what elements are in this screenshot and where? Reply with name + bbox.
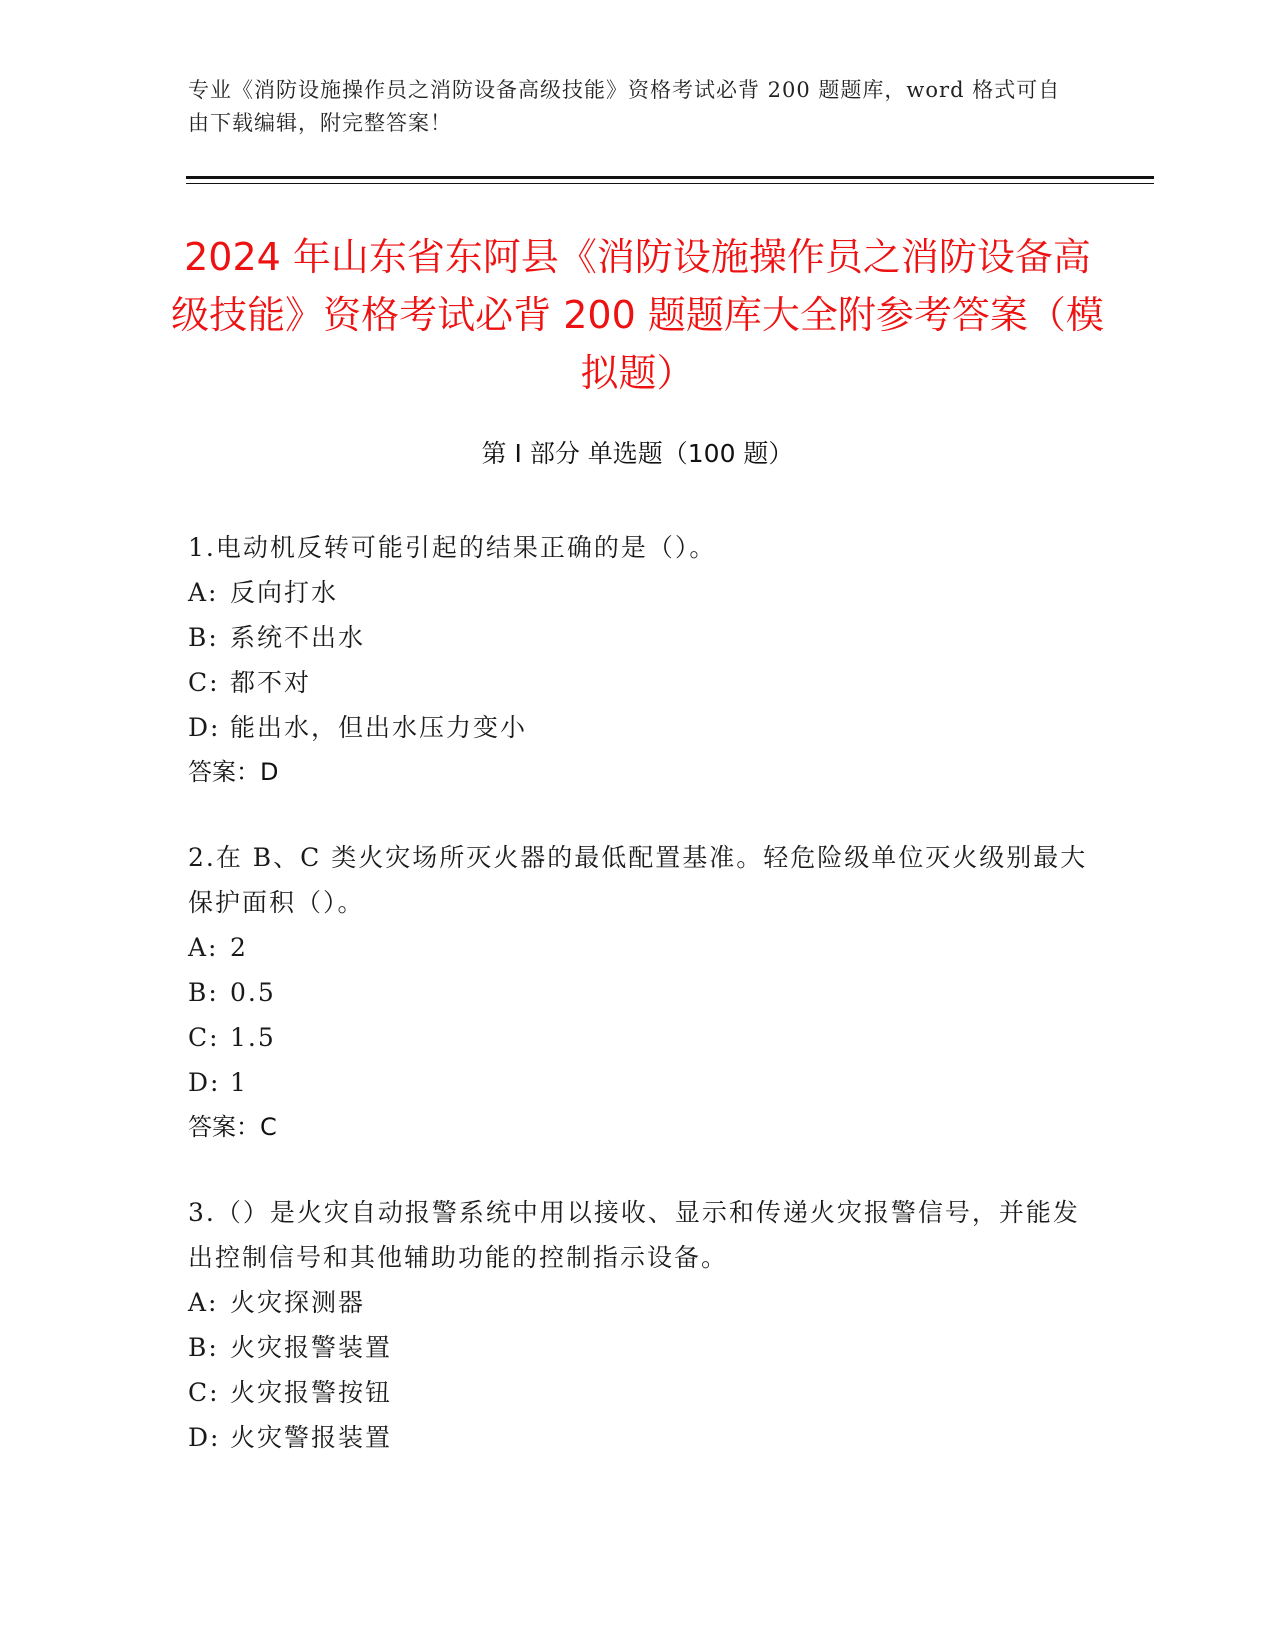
header-rule-thick bbox=[186, 176, 1154, 179]
answer-line: 答案：C bbox=[188, 1113, 277, 1141]
option-text: 0.5 bbox=[230, 978, 276, 1007]
header-rule-thin bbox=[186, 183, 1154, 184]
option-text: 2 bbox=[230, 933, 248, 962]
option-text: 火灾报警装置 bbox=[230, 1333, 393, 1362]
option-key: C: bbox=[188, 1378, 220, 1407]
option-b bbox=[188, 1325, 1088, 1370]
question-3 bbox=[188, 1190, 1088, 1460]
option-a bbox=[188, 570, 1088, 615]
option-key: A: bbox=[188, 578, 219, 607]
question-stem: 2.在 B、C 类火灾场所灭火器的最低配置基准。轻危险级单位灭火级别最大保护面积（）。 bbox=[188, 843, 1088, 917]
option-key: D: bbox=[188, 1423, 221, 1452]
option-key: A: bbox=[188, 933, 219, 962]
option-key: D: bbox=[188, 1068, 221, 1097]
option-key: B: bbox=[188, 623, 219, 652]
option-key: D: bbox=[188, 713, 221, 742]
option-b bbox=[188, 970, 1088, 1015]
option-text: 反向打水 bbox=[230, 578, 339, 607]
option-key: A: bbox=[188, 1288, 219, 1317]
question-2 bbox=[188, 835, 1088, 1150]
option-d bbox=[188, 1415, 1088, 1460]
option-d bbox=[188, 1060, 1088, 1105]
answer-line: 答案：D bbox=[188, 758, 279, 786]
option-c bbox=[188, 1015, 1088, 1060]
option-text: 火灾探测器 bbox=[230, 1288, 366, 1317]
option-text: 系统不出水 bbox=[230, 623, 366, 652]
option-c bbox=[188, 660, 1088, 705]
option-text: 火灾报警按钮 bbox=[230, 1378, 393, 1407]
option-a bbox=[188, 925, 1088, 970]
header-note: 专业《消防设施操作员之消防设备高级技能》资格考试必背 200 题题库，word 格式可自由下载编辑，附完整答案！ bbox=[188, 78, 1061, 135]
question-stem: 3.（）是火灾自动报警系统中用以接收、显示和传递火灾报警信号，并能发出控制信号和其他辅助功能的控制指示设备。 bbox=[188, 1198, 1080, 1272]
option-text: 1 bbox=[230, 1068, 248, 1097]
section-title: 第 I 部分 单选题（100 题） bbox=[481, 439, 794, 468]
question-list bbox=[188, 525, 1088, 1500]
option-key: B: bbox=[188, 978, 219, 1007]
option-key: C: bbox=[188, 668, 220, 697]
option-c bbox=[188, 1370, 1088, 1415]
option-d bbox=[188, 705, 1088, 750]
option-a bbox=[188, 1280, 1088, 1325]
question-1 bbox=[188, 525, 1088, 795]
option-text: 都不对 bbox=[230, 668, 312, 697]
question-stem: 1.电动机反转可能引起的结果正确的是（）。 bbox=[188, 533, 717, 562]
option-b bbox=[188, 615, 1088, 660]
option-text: 火灾警报装置 bbox=[230, 1423, 393, 1452]
option-text: 1.5 bbox=[230, 1023, 276, 1052]
option-key: B: bbox=[188, 1333, 219, 1362]
option-key: C: bbox=[188, 1023, 220, 1052]
document-title: 2024 年山东省东阿县《消防设施操作员之消防设备高级技能》资格考试必背 200 题题库大全附参考答案（模拟题） bbox=[171, 235, 1104, 395]
option-text: 能出水，但出水压力变小 bbox=[230, 713, 528, 742]
